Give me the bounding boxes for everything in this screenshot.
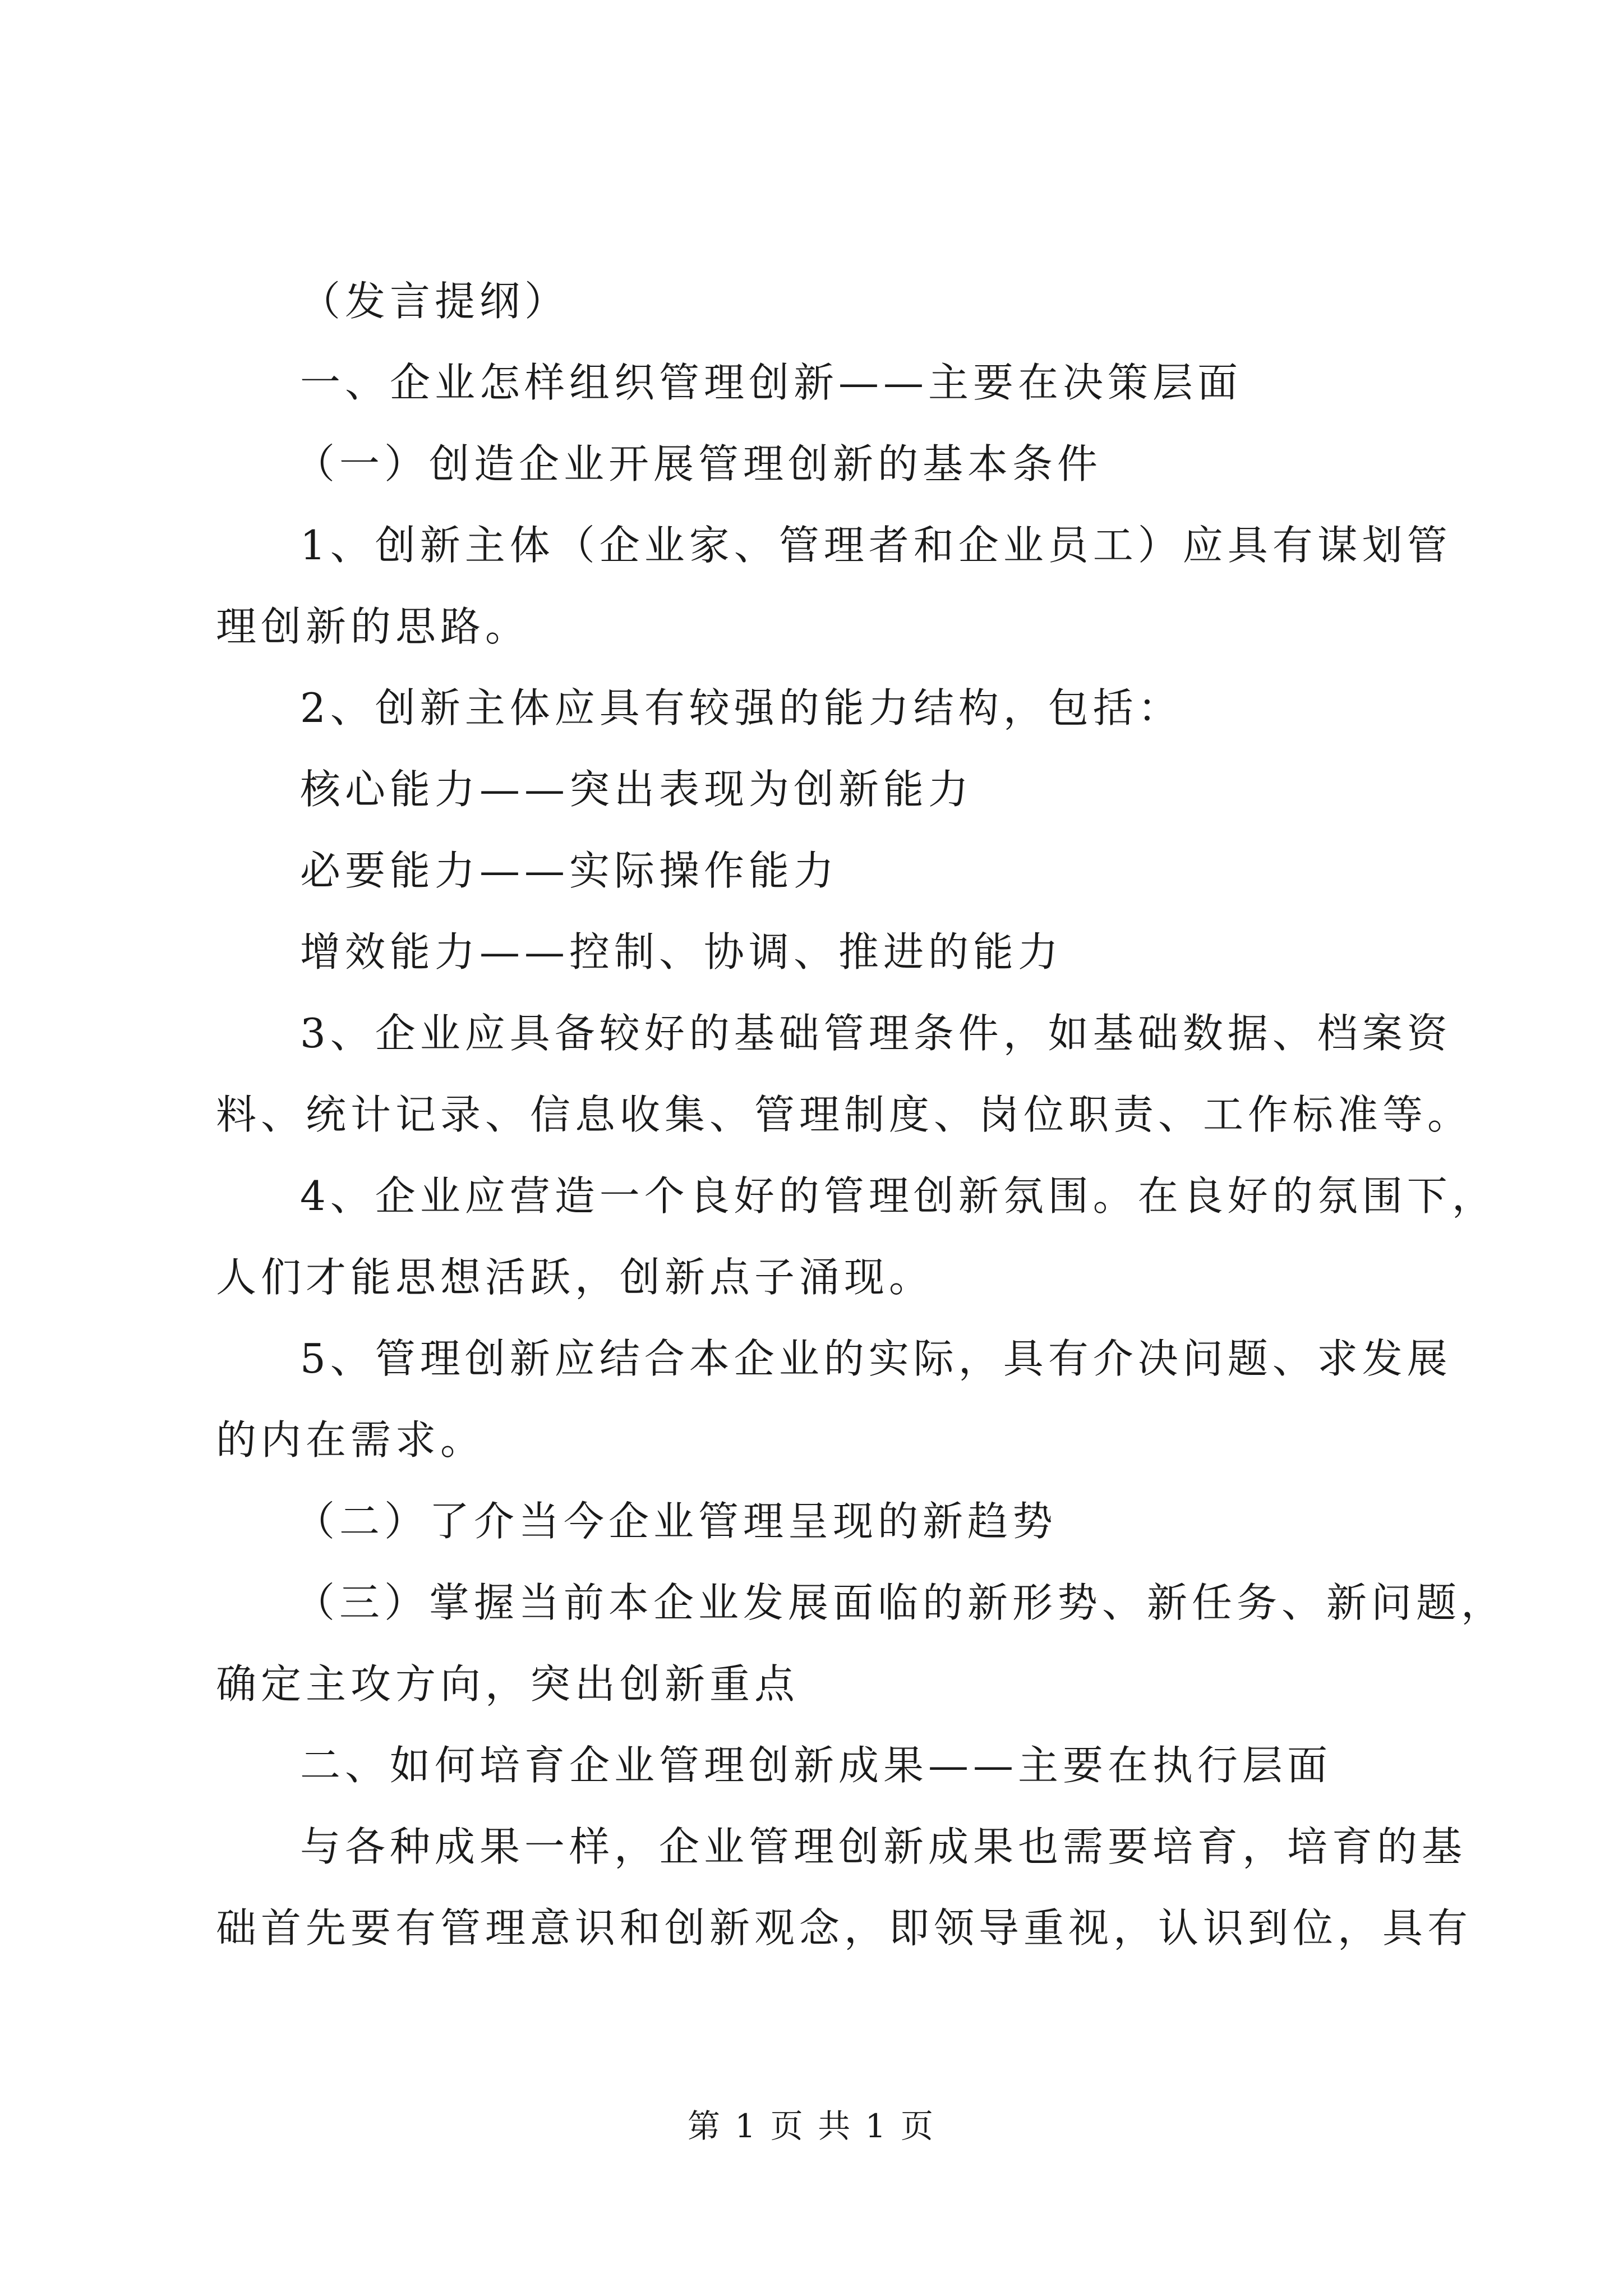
doc-line: 的内在需求。 <box>216 1416 486 1464</box>
doc-line: 确定主攻方向，突出创新重点 <box>216 1660 800 1708</box>
doc-line: 1、创新主体（企业家、管理者和企业员工）应具有谋划管 <box>300 522 1452 569</box>
doc-line: 人们才能思想活跃，创新点子涌现。 <box>216 1254 934 1301</box>
doc-line: 2、创新主体应具有较强的能力结构，包括： <box>300 684 1183 731</box>
doc-line-subheading-1: （一）创造企业开展管理创新的基本条件 <box>294 440 1103 487</box>
doc-line: 增效能力——控制、协调、推进的能力 <box>300 928 1063 976</box>
doc-line: 础首先要有管理意识和创新观念，即领导重视，认识到位，具有 <box>216 1904 1473 1952</box>
doc-line: 与各种成果一样，企业管理创新成果也需要培育，培育的基 <box>300 1823 1467 1870</box>
doc-line: 必要能力——实际操作能力 <box>300 847 839 894</box>
doc-line: 核心能力——突出表现为创新能力 <box>300 766 974 813</box>
doc-line-subtitle: （发言提纲） <box>300 278 570 325</box>
doc-line-subheading-3: （三）掌握当前本企业发展面临的新形势、新任务、新问题， <box>294 1579 1506 1626</box>
doc-line: 4、企业应营造一个良好的管理创新氛围。在良好的氛围下， <box>300 1172 1497 1220</box>
document-body <box>216 261 1506 1969</box>
doc-line: 3、企业应具备较好的基础管理条件，如基础数据、档案资 <box>300 1010 1452 1057</box>
doc-line-heading-1: 一、企业怎样组织管理创新——主要在决策层面 <box>300 359 1243 406</box>
page-number-label: 第 1 页 共 1 页 <box>688 2107 935 2145</box>
doc-line: 理创新的思路。 <box>216 603 531 650</box>
doc-line: 5、管理创新应结合本企业的实际，具有介决问题、求发展 <box>300 1335 1452 1382</box>
doc-line-subheading-2: （二）了介当今企业管理呈现的新趋势 <box>294 1498 1058 1545</box>
doc-line: 料、统计记录、信息收集、管理制度、岗位职责、工作标准等。 <box>216 1091 1473 1138</box>
doc-line-heading-2: 二、如何培育企业管理创新成果——主要在执行层面 <box>300 1742 1332 1789</box>
page-footer <box>0 2104 1623 2148</box>
